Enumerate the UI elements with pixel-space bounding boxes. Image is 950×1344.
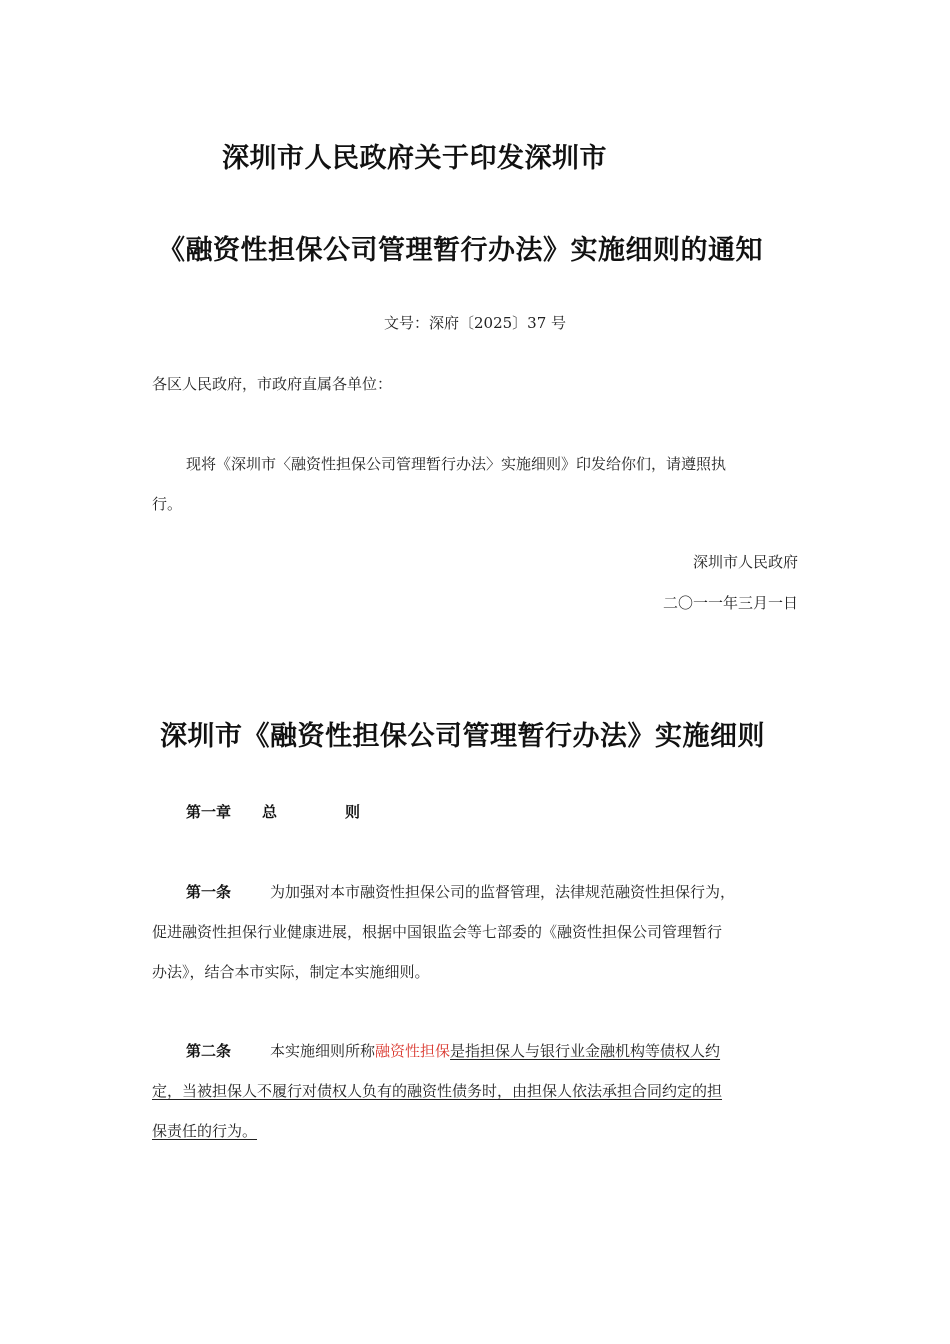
- defined-term-highlight: 融资性担保: [375, 1042, 451, 1060]
- article-2-line-1: [270, 1040, 720, 1061]
- notice-title-line-1: 深圳市人民政府关于印发深圳市: [222, 143, 607, 174]
- notice-body-line-2: 行。: [152, 495, 183, 513]
- addressee: 各区人民政府，市政府直属各单位：: [152, 375, 393, 393]
- notice-title-line-2: 《融资性担保公司管理暂行办法》实施细则的通知: [158, 235, 763, 266]
- chapter-label: 第一章: [186, 803, 232, 821]
- article-2-line-2: 定，当被担保人不履行对债权人负有的融资性债务时，由担保人依法承担合同约定的担: [152, 1082, 723, 1100]
- article-2-definition-start: 是指担保人与银行业金融机构等债权人约: [450, 1042, 721, 1060]
- issuer-name: 深圳市人民政府: [692, 553, 798, 571]
- document-number: 文号：深府〔2025〕37 号: [383, 314, 567, 332]
- article-1-line-3: 办法》，结合本市实际，制定本实施细则。: [152, 963, 430, 981]
- chapter-name-part-2: 则: [345, 803, 361, 821]
- rules-title: 深圳市《融资性担保公司管理暂行办法》实施细则: [160, 721, 765, 752]
- article-2-line-3: 保责任的行为。: [152, 1122, 258, 1140]
- article-2-label: 第二条: [186, 1042, 232, 1060]
- article-1-line-1: 为加强对本市融资性担保公司的监督管理，法律规范融资性担保行为，: [270, 883, 736, 901]
- notice-body-line-1: 现将《深圳市〈融资性担保公司管理暂行办法〉实施细则》印发给你们，请遵照执: [186, 455, 727, 473]
- article-1-line-2: 促进融资性担保行业健康进展，根据中国银监会等七部委的《融资性担保公司管理暂行: [152, 923, 723, 941]
- chapter-name-part-1: 总: [262, 803, 278, 821]
- article-1-label: 第一条: [186, 883, 232, 901]
- article-2-prefix: 本实施细则所称: [270, 1042, 376, 1060]
- issue-date: 二〇一一年三月一日: [662, 594, 798, 612]
